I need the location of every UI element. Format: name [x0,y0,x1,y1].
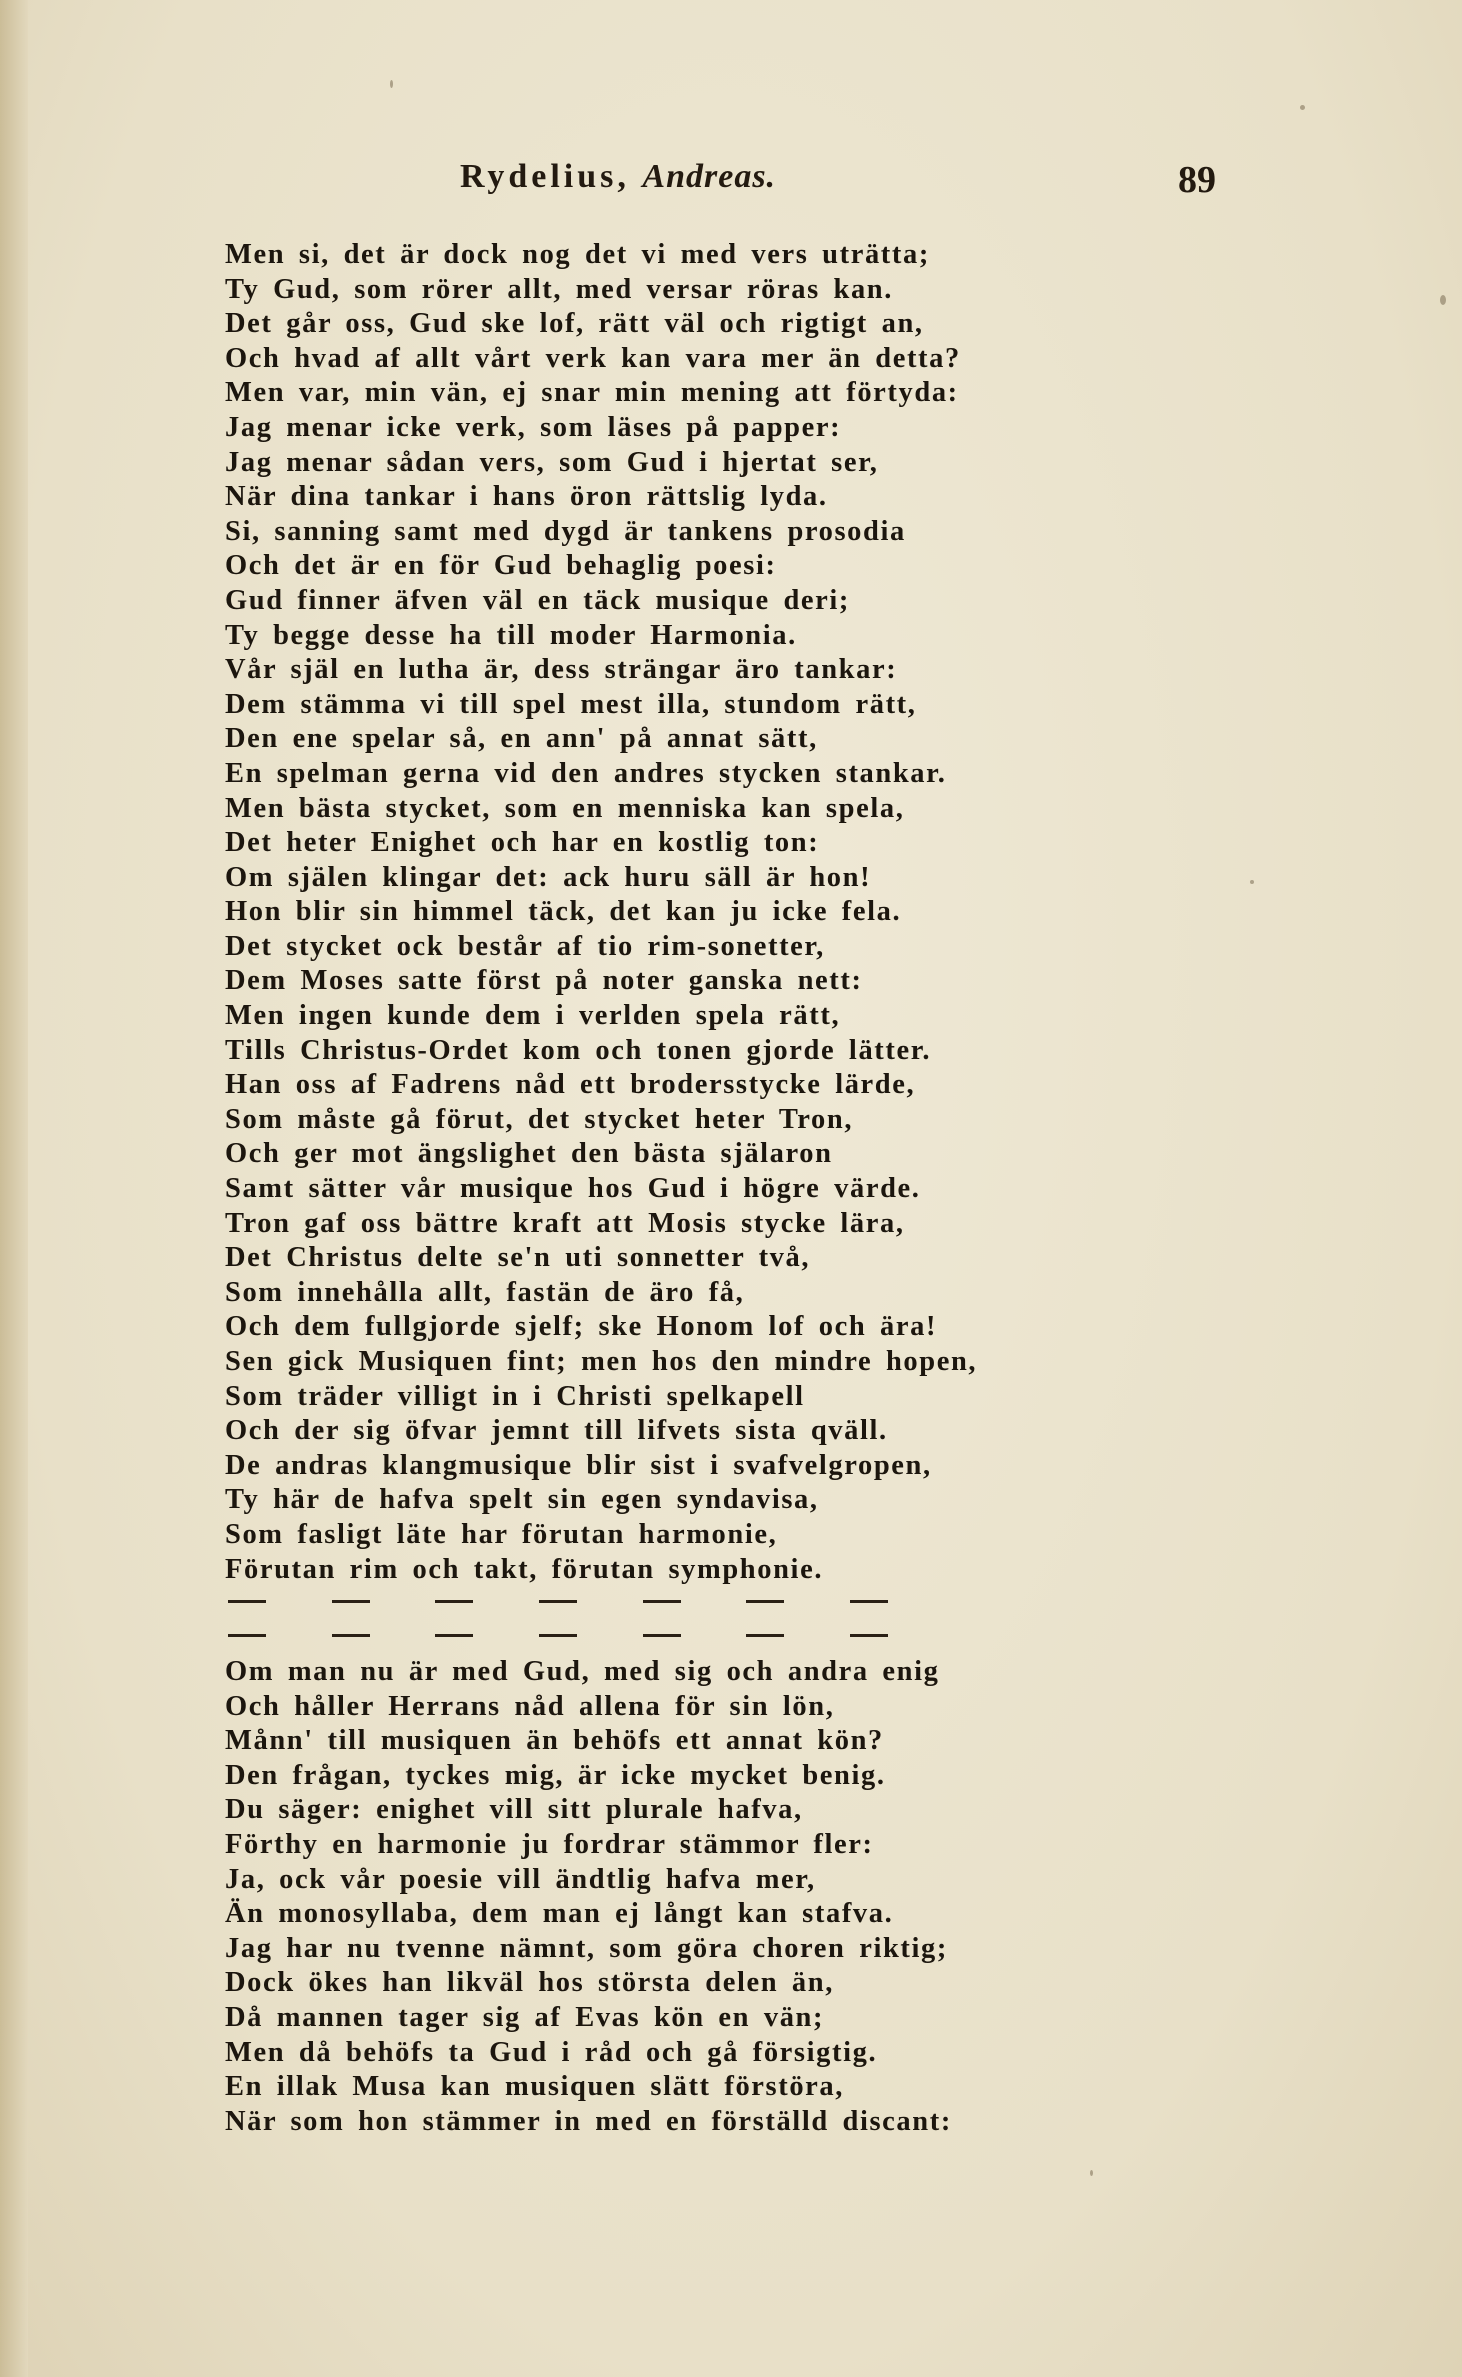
verse-line: Tills Christus-Ordet kom och tonen gjorde lätter. [225,1034,932,1066]
author-last-name: Rydelius, [460,158,630,195]
verse-line: Månn' till musiquen än behöfs ett annat kön? [225,1725,884,1757]
verse-line: Men bästa stycket, som en menniska kan spela, [225,792,905,824]
verse-line: Förthy en harmonie ju fordrar stämmor fler: [225,1828,874,1860]
verse-line: Ja, ock vår poesie vill ändtlig hafva mer, [225,1863,816,1895]
paper-speck [1090,2170,1093,2176]
verse-line: Dem Moses satte först på noter ganska nett: [225,965,863,997]
verse-line: Jag har nu tvenne nämnt, som göra choren riktig; [225,1932,948,1964]
verse-line: Ty begge desse ha till moder Harmonia. [225,619,797,651]
verse-line: En spelman gerna vid den andres stycken stankar. [225,757,947,789]
verse-stanza-2 [225,1655,1235,2139]
verse-line: Ty Gud, som rörer allt, med versar röras kan. [225,273,893,305]
verse-line: Hon blir sin himmel täck, det kan ju icke fela. [225,896,902,928]
verse-line: Ty här de hafva spelt sin egen syndavisa, [225,1484,819,1516]
verse-line: Men var, min vän, ej snar min mening att förtyda: [225,377,959,409]
verse-line: Sen gick Musiquen fint; men hos den mindre hopen, [225,1346,978,1377]
verse-line: Den ene spelar så, en ann' på annat sätt, [225,723,818,755]
paper-speck [390,80,393,88]
verse-line: Och ger mot ängslighet den bästa själaron [225,1138,833,1170]
verse-line: Och det är en för Gud behaglig poesi: [225,550,777,582]
verse-line: De andras klangmusique blir sist i svafvelgropen, [225,1449,932,1481]
verse-line: Och håller Herrans nåd allena för sin lön, [225,1690,835,1722]
paper-speck [1440,295,1446,305]
verse-line: Tron gaf oss bättre kraft att Mosis stycke lära, [225,1207,905,1239]
section-divider-upper [228,1600,888,1606]
author-first-name: Andreas. [642,158,777,195]
verse-line: Gud finner äfven väl en täck musique deri; [225,584,850,616]
verse-line: Om man nu är med Gud, med sig och andra enig [225,1656,940,1687]
verse-line: När dina tankar i hans öron rättslig lyda. [225,481,828,513]
verse-line: Han oss af Fadrens nåd ett brodersstycke lärde, [225,1069,916,1101]
running-head [460,158,776,196]
paper-speck [1300,105,1305,110]
verse-line: Det heter Enighet och har en kostlig ton: [225,827,820,859]
verse-line: Om själen klingar det: ack huru säll är hon! [225,861,872,893]
verse-line: Men då behöfs ta Gud i råd och gå försigtig. [225,2036,878,2068]
verse-line: Och dem fullgjorde sjelf; ske Honom lof och ära! [225,1311,938,1343]
verse-line: Och hvad af allt vårt verk kan vara mer än detta? [225,342,961,374]
verse-line: Si, sanning samt med dygd är tankens prosodia [225,515,906,547]
verse-line: Den frågan, tyckes mig, är icke mycket benig. [225,1759,886,1791]
verse-line: Som fasligt läte har förutan harmonie, [225,1518,778,1550]
verse-line: Samt sätter vår musique hos Gud i högre värde. [225,1173,921,1205]
verse-line: Du säger: enighet vill sitt plurale hafva, [225,1794,803,1826]
verse-line: Jag menar sådan vers, som Gud i hjertat ser, [225,446,879,478]
page-header [0,158,1462,208]
section-divider-lower [228,1634,888,1640]
verse-line: Men si, det är dock nog det vi med vers uträtta; [225,239,930,270]
verse-line: Förutan rim och takt, förutan symphonie. [225,1553,824,1585]
verse-stanza-1 [225,238,1235,1587]
verse-line: Som måste gå förut, det stycket heter Tron, [225,1103,854,1135]
verse-line: Och der sig öfvar jemnt till lifvets sista qväll. [225,1415,888,1447]
verse-line: Dock ökes han likväl hos största delen än, [225,1967,834,1999]
verse-line: Jag menar icke verk, som läses på papper: [225,411,842,443]
verse-line: Men ingen kunde dem i verlden spela rätt, [225,1000,841,1032]
paper-speck [1250,880,1254,884]
verse-line: Än monosyllaba, dem man ej långt kan stafva. [225,1898,894,1930]
verse-line: Vår själ en lutha är, dess strängar äro tankar: [225,654,898,686]
verse-line: Det går oss, Gud ske lof, rätt väl och rigtigt an, [225,308,924,340]
page-binding-edge [0,0,28,2377]
page-number: 89 [1178,159,1216,201]
verse-line: En illak Musa kan musiquen slätt förstöra, [225,2071,844,2103]
verse-line: Då mannen tager sig af Evas kön en vän; [225,2001,825,2033]
verse-line: Som innehålla allt, fastän de äro få, [225,1276,745,1308]
verse-line: Det stycket ock består af tio rim-sonetter, [225,930,825,962]
verse-line: Som träder villigt in i Christi spelkapell [225,1380,805,1412]
verse-line: Dem stämma vi till spel mest illa, stundom rätt, [225,688,917,720]
verse-line: När som hon stämmer in med en förställd discant: [225,2105,952,2137]
verse-line: Det Christus delte se'n uti sonnetter två, [225,1242,811,1274]
